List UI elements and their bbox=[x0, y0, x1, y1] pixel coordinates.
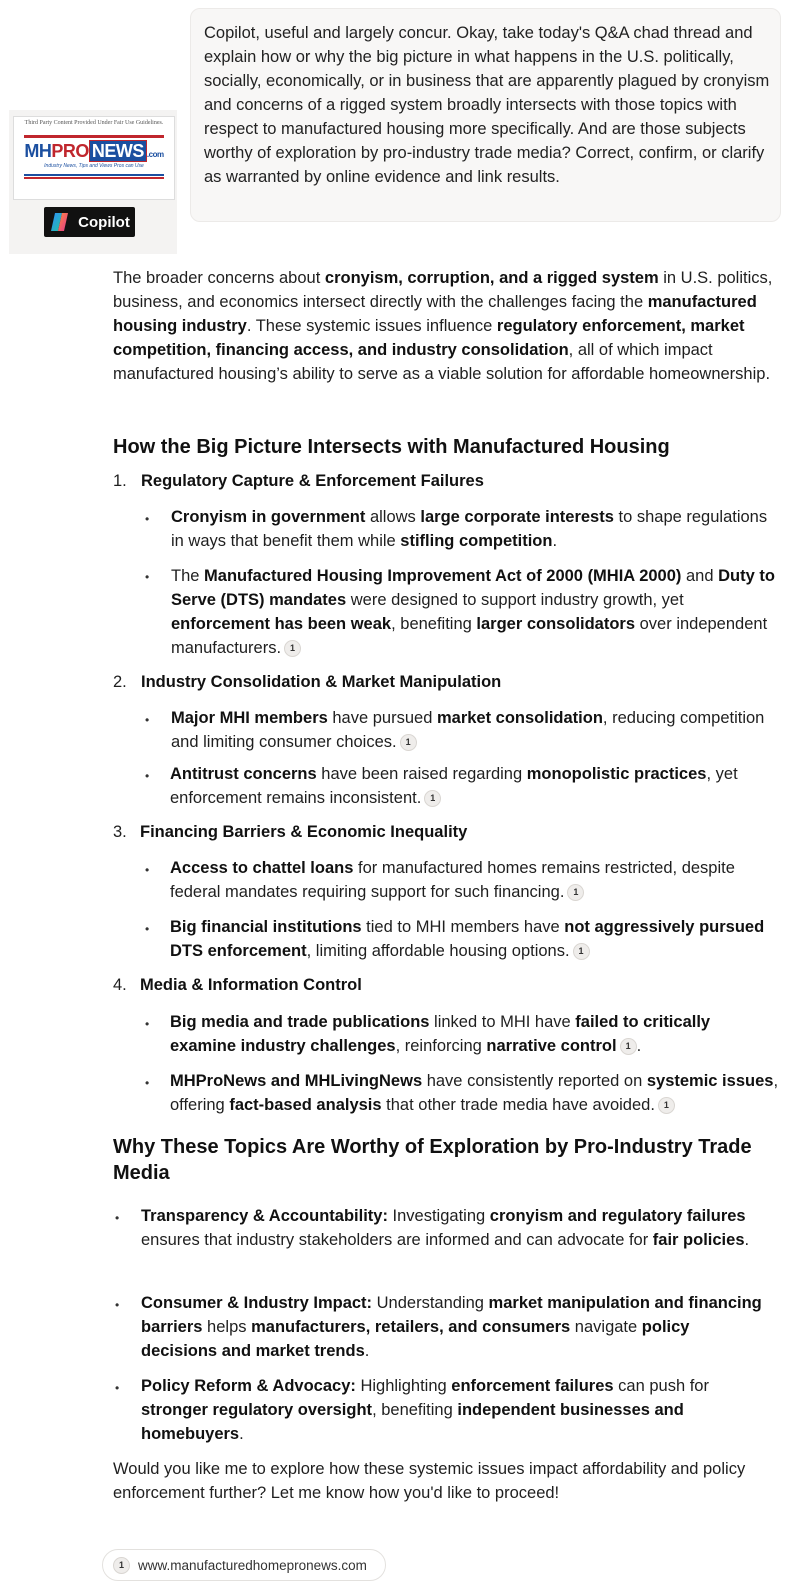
citation-marker: 1 bbox=[113, 1557, 130, 1574]
copilot-badge bbox=[44, 207, 135, 237]
list-number: 2. bbox=[113, 673, 127, 691]
intro-paragraph: The broader concerns about cronyism, corruption, and a rigged system in U.S. politics, business, and economics intersect directly with the challenges facing the manufactured housing industry. These systemic issues influence regulatory enforcement, market competition, financing access, and industry consolidation, all of which impact manufactured housing’s ability to serve as a viable solution for affordable homeownership. bbox=[113, 269, 773, 383]
section-heading: How the Big Picture Intersects with Manufactured Housing bbox=[113, 436, 670, 458]
citation-marker[interactable]: 1 bbox=[620, 1038, 637, 1055]
logo-rule bbox=[24, 177, 164, 179]
citation-marker[interactable]: 1 bbox=[400, 734, 417, 751]
list-item: MHProNews and MHLivingNews have consistently reported on systemic issues, offering fact-based analysis that other trade media have avoided. 1 bbox=[170, 1072, 779, 1114]
list-item: Consumer & Industry Impact: Understanding market manipulation and financing barriers helps manufacturers, retailers, and consumers navigate policy decisions and market trends. bbox=[141, 1294, 762, 1360]
logo-wordmark: MHPRO NEWS .com bbox=[24, 141, 164, 161]
list-item: Cronyism in government allows large corporate interests to shape regulations in ways that benefit them while stifling competition. bbox=[171, 508, 768, 550]
bullet-dot: • bbox=[145, 713, 150, 727]
source-logo-panel bbox=[9, 110, 177, 254]
bullet-dot: • bbox=[115, 1211, 120, 1225]
logo-rule bbox=[24, 135, 164, 138]
citation-marker[interactable]: 1 bbox=[424, 790, 441, 807]
list-item: Transparency & Accountability: Investigating cronyism and regulatory failures ensures that industry stakeholders are informed and can advocate for fair policies. bbox=[141, 1207, 750, 1249]
list-item-title: Media & Information Control bbox=[140, 976, 362, 994]
copilot-icon bbox=[49, 212, 71, 232]
list-item: The Manufactured Housing Improvement Act of 2000 (MHIA 2000) and Duty to Serve (DTS) mandates were designed to support industry growth, yet enforcement has been weak, benefiting larger consolidators over independent manufacturers. 1 bbox=[171, 567, 775, 657]
list-number: 1. bbox=[113, 472, 127, 490]
bullet-dot: • bbox=[115, 1381, 120, 1395]
user-message-bubble bbox=[190, 8, 781, 222]
list-item-title: Regulatory Capture & Enforcement Failures bbox=[141, 472, 484, 490]
mhpronews-logo bbox=[13, 116, 175, 200]
user-prompt-text: Copilot, useful and largely concur. Okay, take today's Q&A chad thread and explain how or why the big picture in what happens in the U.S. politically, socially, economically, or in business that are apparently plagued by cronyism and concerns of a rigged system broadly intersects with those topics with respect to manufactured housing more specifically. And are those subjects worthy of exploration by pro-industry trade media? Correct, confirm, or clarify as warranted by online evidence and link results. bbox=[204, 24, 770, 186]
fair-use-notice: Third Party Content Provided Under Fair Use Guidelines. bbox=[24, 120, 164, 126]
source-url: www.manufacturedhomepronews.com bbox=[138, 1557, 367, 1573]
bullet-dot: • bbox=[145, 922, 150, 936]
list-number: 4. bbox=[113, 976, 127, 994]
bullet-dot: • bbox=[145, 1076, 150, 1090]
bullet-dot: • bbox=[145, 512, 150, 526]
logo-rule bbox=[24, 174, 164, 176]
list-item-title: Financing Barriers & Economic Inequality bbox=[140, 823, 468, 841]
source-link-chip[interactable] bbox=[102, 1549, 386, 1581]
bullet-dot: • bbox=[115, 1298, 120, 1312]
copilot-label: Copilot bbox=[78, 213, 130, 231]
logo-tagline: Industry News, Tips and Views Pros can Use bbox=[44, 163, 144, 169]
bullet-dot: • bbox=[145, 570, 150, 584]
citation-marker[interactable]: 1 bbox=[284, 640, 301, 657]
list-item: Big financial institutions tied to MHI members have not aggressively pursued DTS enforcement, limiting affordable housing options. 1 bbox=[170, 918, 765, 960]
closing-question: Would you like me to explore how these systemic issues impact affordability and policy enforcement further? Let me know how you'd like to proceed! bbox=[113, 1460, 746, 1502]
list-item: Big media and trade publications linked to MHI have failed to critically examine industry challenges, reinforcing narrative control 1 . bbox=[170, 1013, 711, 1055]
list-item: Antitrust concerns have been raised regarding monopolistic practices, yet enforcement remains inconsistent. 1 bbox=[170, 765, 738, 807]
list-item: Access to chattel loans for manufactured homes remains restricted, despite federal mandates requiring support for such financing. 1 bbox=[170, 859, 735, 901]
list-item-title: Industry Consolidation & Market Manipulation bbox=[141, 673, 502, 691]
list-number: 3. bbox=[113, 823, 127, 841]
citation-marker[interactable]: 1 bbox=[658, 1097, 675, 1114]
list-item: Policy Reform & Advocacy: Highlighting enforcement failures can push for stronger regulatory oversight, benefiting independent businesses and homebuyers. bbox=[141, 1377, 709, 1443]
bullet-dot: • bbox=[145, 1017, 150, 1031]
list-item: Major MHI members have pursued market consolidation, reducing competition and limiting consumer choices. 1 bbox=[171, 709, 765, 751]
citation-marker[interactable]: 1 bbox=[573, 943, 590, 960]
citation-marker[interactable]: 1 bbox=[567, 884, 584, 901]
bullet-dot: • bbox=[145, 863, 150, 877]
section-heading: Why These Topics Are Worthy of Exploration by Pro-Industry Trade Media bbox=[113, 1136, 752, 1184]
bullet-dot: • bbox=[145, 769, 150, 783]
